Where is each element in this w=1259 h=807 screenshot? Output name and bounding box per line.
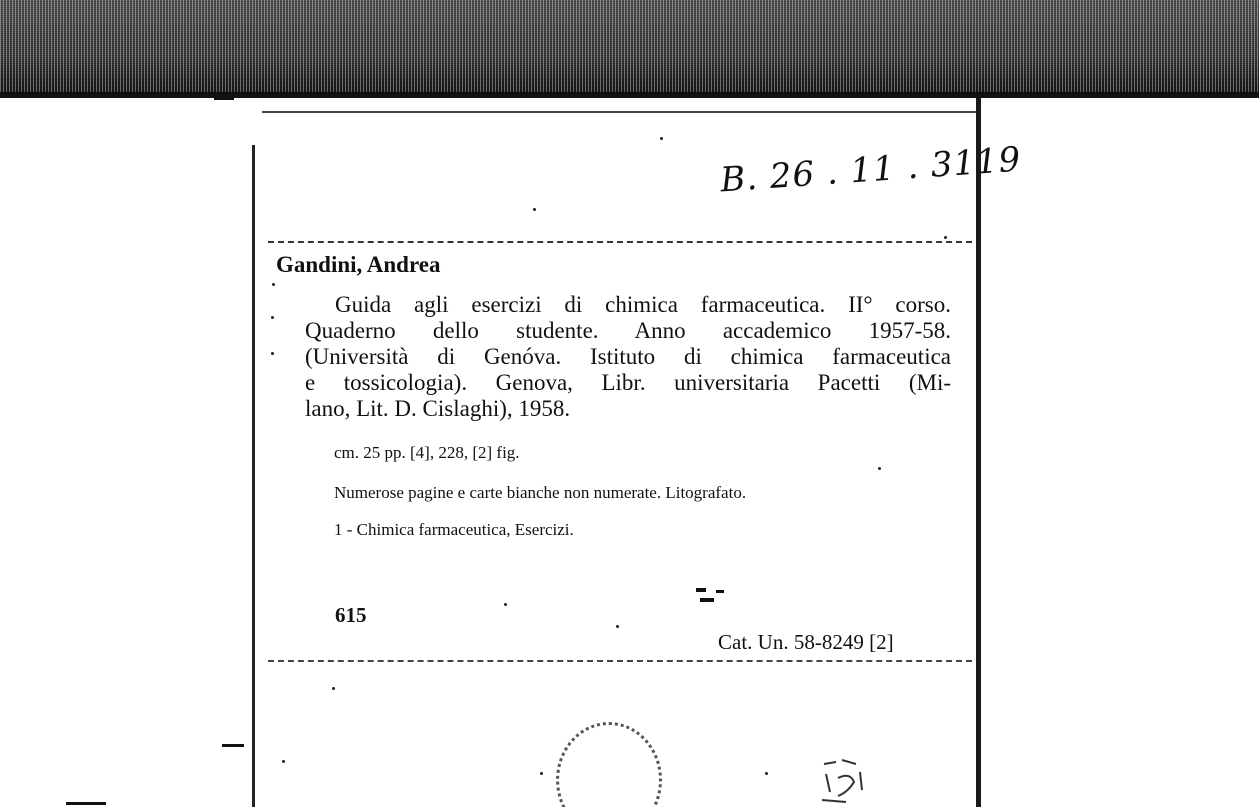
card-right-border [976,98,981,807]
margin-tick-mark [214,96,234,100]
speck-mark [660,137,663,140]
speck-mark [765,772,768,775]
margin-tick-mark [222,744,244,747]
margin-tick-mark [716,590,724,593]
speck-mark [271,352,274,355]
title-description [305,292,951,422]
title-line: (Università di Genóva. Istituto di chimica farmaceutica [305,344,951,369]
speck-mark [282,760,285,763]
title-line: lano, Lit. D. Cislaghi), 1958. [305,396,571,421]
margin-tick-mark [66,802,106,805]
title-line: Quaderno dello studente. Anno accademico 1957-58. [305,318,951,343]
card-top-rule [262,111,976,113]
note-line: Numerose pagine e carte bianche non numerate. Litografato. [334,483,747,502]
bottom-rule [268,660,972,662]
speck-mark [272,283,275,286]
title-line: e tossicologia). Genova, Libr. universitaria Pacetti (Mi- [305,370,951,395]
scan-top-noise-band [0,0,1259,98]
header-rule [268,241,972,243]
card-left-border [252,145,255,807]
margin-tick-mark [700,598,714,602]
classification-number: 615 [335,603,367,627]
title-line: Guida agli esercizi di chimica farmaceutica. II° corso. [335,292,951,317]
speck-mark [540,772,543,775]
catalog-reference: Cat. Un. 58-8249 [2] [718,630,894,654]
stamp-fragment-mark [816,752,872,807]
speck-mark [878,467,881,470]
collation-line: cm. 25 pp. [4], 228, [2] fig. [334,443,520,462]
subject-heading: 1 - Chimica farmaceutica, Esercizi. [334,520,574,539]
speck-mark [504,603,507,606]
speck-mark [616,625,619,628]
speck-mark [533,208,536,211]
speck-mark [271,316,274,319]
author-heading: Gandini, Andrea [276,252,441,277]
margin-tick-mark [696,588,706,592]
speck-mark [944,236,947,239]
speck-mark [332,687,335,690]
handwritten-shelfmark: B. 26 . 11 . 3119 [718,139,1023,201]
